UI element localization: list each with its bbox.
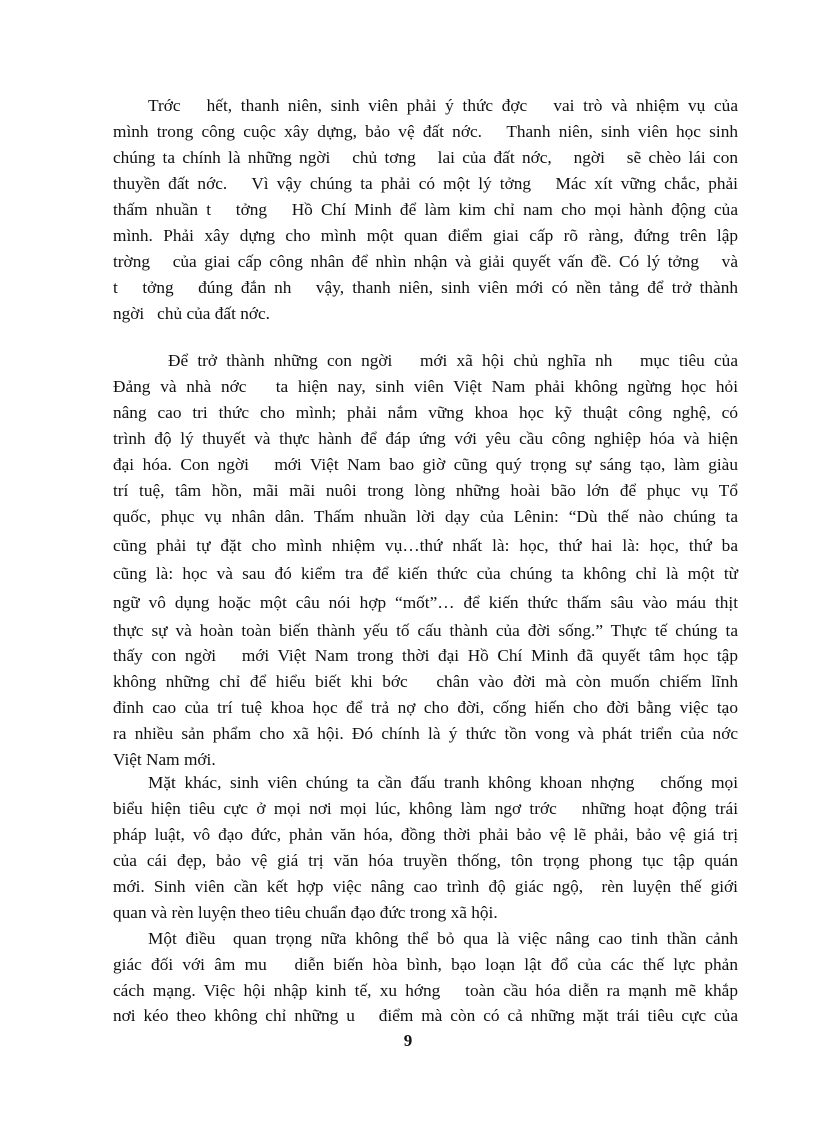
text-line: thực sự và hoàn toàn biến thành yếu tố cấu thành của đời sống.” Thực tế chúng ta [113,621,738,640]
text-line: cách mạng. Việc hội nhập kinh tế, xu hớng toàn cầu hóa diễn ra mạnh mẽ khắp [113,981,738,1000]
text-line: ngữ vô dụng hoặc một câu nói hợp “mốt”… để kiến thức thấm sâu vào máu thịt [113,593,738,612]
text-line: đại hóa. Con ngời mới Việt Nam bao giờ cũng quý trọng sự sáng tạo, làm giàu [113,455,738,474]
text-line: đỉnh cao của trí tuệ khoa học để trả nợ cho đời, cống hiến cho đời bằng việc tạo [113,698,738,717]
text-line: không những chỉ để hiểu biết khi bớc chân vào đời mà còn muốn chiếm lĩnh [113,672,738,691]
text-line: thấm nhuần t tởng Hồ Chí Minh để làm kim chỉ nam cho mọi hành động của [113,200,738,219]
text-line: thấy con ngời mới Việt Nam trong thời đại Hồ Chí Minh đã quyết tâm học tập [113,646,738,665]
text-line: ra nhiều sản phẩm cho xã hội. Đó chính là ý thức tồn vong và phát triển của nớc [113,724,738,743]
text-line: Để trở thành những con ngời mới xã hội chủ nghĩa nh mục tiêu của [168,351,738,370]
text-line: trờng của giai cấp công nhân để nhìn nhận và giải quyết vấn đề. Có lý tởng và [113,252,738,271]
text-line: mình. Phải xây dựng cho mình một quan điểm giai cấp rõ ràng, đứng trên lập [113,226,738,245]
text-line: thuyền đất nớc. Vì vậy chúng ta phải có một lý tởng Mác xít vững chắc, phải [113,174,738,193]
text-line: của cái đẹp, bảo vệ giá trị văn hóa truyền thống, tôn trọng phong tục tập quán [113,851,738,870]
text-line: Việt Nam mới. [113,750,216,769]
text-line: mình trong công cuộc xây dựng, bảo vệ đất nớc. Thanh niên, sinh viên học sinh [113,122,738,141]
text-line: chúng ta chính là những ngời chủ tơng lai của đất nớc, ngời sẽ chèo lái con [113,148,738,167]
text-line: ngời chủ của đất nớc. [113,304,270,323]
page-number: 9 [403,1031,413,1050]
text-line: cũng là: học và sau đó kiểm tra để kiến thức của chúng ta không chỉ là một từ [113,564,738,583]
text-line: quốc, phục vụ nhân dân. Thấm nhuần lời dạy của Lênin: “Dù thế nào chúng ta [113,507,738,526]
text-line: t tởng đúng đắn nh vậy, thanh niên, sinh viên mới có nền tảng để trở thành [113,278,738,297]
text-line: giác đối với âm mu diễn biến hòa bình, bạo loạn lật đổ của các thế lực phản [113,955,738,974]
text-line: quan và rèn luyện theo tiêu chuẩn đạo đức trong xã hội. [113,903,498,922]
text-line: pháp luật, vô đạo đức, phản văn hóa, đồng thời phải bảo vệ lẽ phải, bảo vệ giá trị [113,825,738,844]
text-line: trình độ lý thuyết và thực hành để đáp ứng với yêu cầu công nghiệp hóa và hiện [113,429,738,448]
text-line: Đảng và nhà nớc ta hiện nay, sinh viên Việt Nam phải không ngừng học hỏi [113,377,738,396]
text-line: nơi kéo theo không chỉ những u điểm mà còn có cả những mặt trái tiêu cực của [113,1006,738,1025]
text-line: mới. Sinh viên cần kết hợp việc nâng cao trình độ giác ngộ, rèn luyện thế giới [113,877,738,896]
text-line: cũng phải tự đặt cho mình nhiệm vụ…thứ nhất là: học, thứ hai là: học, thứ ba [113,536,738,555]
text-line: Trớc hết, thanh niên, sinh viên phải ý thức đợc vai trò và nhiệm vụ của [148,96,738,115]
text-line: Mặt khác, sinh viên chúng ta cần đấu tranh không khoan nhợng chống mọi [148,773,738,792]
text-line: biểu hiện tiêu cực ở mọi nơi mọi lúc, không làm ngơ trớc những hoạt động trái [113,799,738,818]
text-line: nâng cao tri thức cho mình; phải nắm vững khoa học kỹ thuật công nghệ, có [113,403,738,422]
text-line: Một điều quan trọng nữa không thể bỏ qua là việc nâng cao tinh thần cảnh [148,929,738,948]
text-line: trí tuệ, tâm hồn, mãi mãi nuôi trong lòng những hoài bão lớn để phục vụ Tổ [113,481,738,500]
